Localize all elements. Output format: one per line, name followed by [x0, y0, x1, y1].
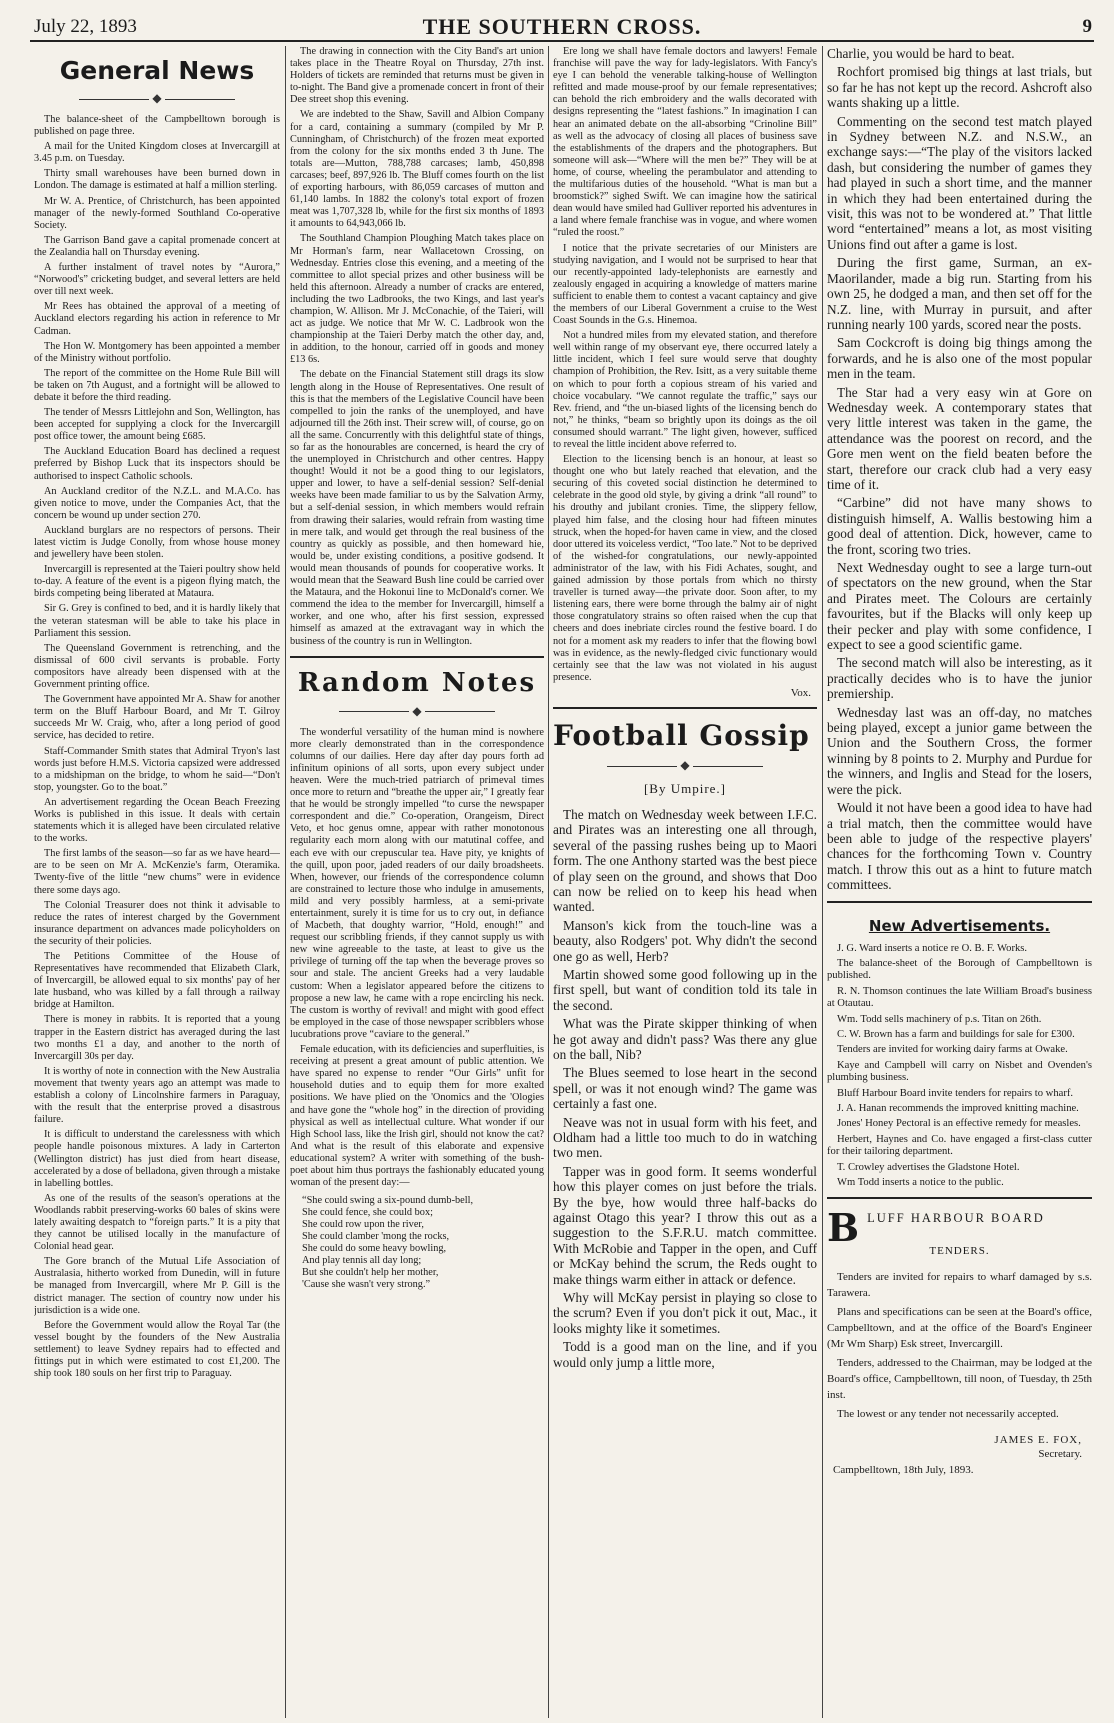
verse-line: “She could swing a six-pound dumb-bell,	[302, 1195, 474, 1207]
section-rule	[827, 901, 1092, 903]
news-paragraph: Thirty small warehouses have been burned down in London. The damage is estimated at half a million sterling.	[34, 168, 280, 192]
advertisement-item: Bluff Harbour Board invite tenders for repairs to wharf.	[837, 1087, 1074, 1099]
advertisement-item: Kaye and Campbell will carry on Nisbet and Ovenden's plumbing business.	[827, 1059, 1092, 1084]
football-paragraph: Todd is a good man on the line, and if you would only jump a little more,	[553, 1339, 817, 1370]
football-paragraph: Why will McKay persist in playing so close to the scrum? Even if you don't pick it out, Mac., it looks mighty like it sometimes.	[553, 1290, 817, 1336]
advertisement-item: Herbert, Haynes and Co. have engaged a first-class cutter for their tailoring department.	[827, 1133, 1092, 1158]
news-paragraph: The Queensland Government is retrenching, and the dismissal of 600 civil servants is probable. Forty compositors have already been dispensed with at the Government printing office.	[34, 642, 280, 691]
general-news-body	[34, 114, 280, 1380]
section-rule	[827, 1197, 1092, 1199]
news-paragraph: The Garrison Band gave a capital promenade concert at the Zealandia hall on Thursday evening.	[34, 234, 280, 258]
notes-paragraph: Not a hundred miles from my elevated station, and therefore well within range of my observant eye, there occurred lately a little incident, which I feel sure would serve that doughty champion of Prohibition, the Rev. Isitt, as a very suitable theme on which to pour forth a copious stream of his varied and choice vocabulary. “We cannot regulate the traffic,” says our Rev. friend, and “the un-biased lights of the licensing bench do not,” he thinks, “beam so brightly upon its doings as the oil consumed should warrant.” The light given, however, sufficed to reveal the little incident above referred to.	[553, 330, 817, 450]
news-paragraph: As one of the results of the season's operations at the Woodlands rabbit preserving-works 60 bales of skins were lately awaiting despatch to “foreign parts.” It is a pity that they cannot be utilised locally in the manufacture of Colonial head gear.	[34, 1192, 280, 1253]
news-paragraph: The Hon W. Montgomery has been appointed a member of the Ministry without portfolio.	[34, 340, 280, 364]
notice-paragraph: The lowest or any tender not necessarily accepted.	[837, 1408, 1059, 1421]
football-paragraph: Would it not have been a good idea to have had a trial match, then the committee would have been able to judge of the respective players' chances for the forthcoming Town v. Country match. I throw this out as a hint to future match committees.	[827, 800, 1092, 893]
column-four	[827, 46, 1092, 1718]
news-paragraph: An advertisement regarding the Ocean Beach Freezing Works is published in this issue. It deals with certain statements which it is alleged have been circulated relative to the works.	[34, 796, 280, 845]
advertisement-item: Jones' Honey Pectoral is an effective remedy for measles.	[837, 1118, 1081, 1130]
ornament-divider: ◆	[290, 704, 544, 719]
football-paragraph: Sam Cockcroft is doing big things among the forwards, and he is also one of the most popular men in the team.	[827, 335, 1092, 382]
news-paragraph: There is money in rabbits. It is reported that a young trapper in the Eastern district has averaged during the last two months £1 a day, and another to the north of Invercargill 30s per day.	[34, 1014, 280, 1062]
news-paragraph: An Auckland creditor of the N.Z.L. and M.A.Co. has given notice to move, under the Companies Act, that the concern be wound up under section 270.	[34, 485, 280, 521]
news-paragraph: We are indebted to the Shaw, Savill and Albion Company for a card, containing a summary (compiled by Mr P. Cunningham, of Christchurch) of the frozen meat exported from the colony for the six months ended 3 th June. The totals are—Mutton, 788,788 carcases; lamb, 450,898 carcases; beef, 897,926 lb. The Bluff comes fourth on the list of exporting harbours, with 86,059 carcases of mutton and 61,140 lambs. In 1882 the colony's total export of frozen meat was 1,707,328 lb, while for the first six months of 1893 it amounts to 64,943,066 lb.	[290, 109, 544, 230]
news-paragraph: The Gore branch of the Mutual Life Association of Australasia, hitherto worked from Dunedin, will in future be managed from Invercargill, where Mr P. Gill is the district manager. The section of country now under his jurisdiction is a wide one.	[34, 1256, 280, 1316]
advertisement-item: J. A. Hanan recommends the improved knitting machine.	[837, 1103, 1079, 1114]
news-paragraph: The Government have appointed Mr A. Shaw for another term on the Bluff Harbour Board, and Mr T. Gilroy succeeds Mr W. Craig, who, after a long period of good service, has decided to retire.	[34, 694, 280, 742]
tender-notice	[827, 1205, 1092, 1477]
advertisement-list	[827, 943, 1092, 1190]
football-paragraph: Manson's kick from the touch-line was a beauty, also Rodgers' pot. Why didn't the second one go as well, Herb?	[553, 917, 817, 964]
advertisement-item: Wm. Todd sells machinery of p.s. Titan on 26th.	[837, 1013, 1042, 1025]
column-general-news	[34, 46, 280, 1718]
column-rule	[822, 46, 823, 1718]
notes-paragraph: Ere long we shall have female doctors and lawyers! Female franchise will pave the way for lady-legislators. With Fancy's eye I can behold the venerable talking-house of Wellington refitted and made mouse-proof by our female representatives; can behold the rich embroidery and the walls decorated with designs representing the “latest fashions.” In imagination I can hear an animated debate on the all-absorbing “Crinoline Bill” as well as the advocacy of closing all places of business save the establishments of the drapers and the photographers. But someone will ask—“Where will the men be?” They will be at home, of course, wheeling the perambulator and attending to the multifarious duties of the household. “What is man but a broomstick?” sighed Swift. We can imagine how the satirical dean would have smiled had Gulliver reported his adventures in a land where female franchise was in vogue, and where women “ruled the roost.”	[553, 46, 817, 239]
column-rule	[285, 46, 286, 1718]
football-paragraph: Neave was not in usual form with his feet, and Oldham had a little too much to do in watching two men.	[553, 1114, 817, 1161]
notice-place-date: Campbelltown, 18th July, 1893.	[833, 1464, 974, 1477]
column-rule	[548, 46, 549, 1718]
section-heading-random-notes: Random Notes	[297, 667, 537, 698]
football-paragraph: The Blues seemed to lose heart in the second spell, or was it not enough wind? The game was certainly a fast one.	[553, 1065, 817, 1112]
page-number: 9	[1082, 16, 1092, 37]
advertisement-item: C. W. Brown has a farm and buildings for sale for £300.	[837, 1028, 1075, 1040]
news-paragraph: Staff-Commander Smith states that Admiral Tryon's last words just before H.M.S. Victoria capsized were addressed to a midshipman on the bridge, to whom he said—“Don't stop, youngster. Go to the boat.”	[34, 745, 280, 793]
football-paragraph: What was the Pirate skipper thinking of when he got away and didn't pass? Was there any glue on the ball, Nib?	[553, 1016, 817, 1062]
football-paragraph: Rochfort promised big things at last trials, but so far he has not kept up the record. Ashcroft also wants shaking up a little.	[827, 64, 1092, 111]
news-paragraph: Before the Government would allow the Royal Tar (the vessel bought by the founders of the New Australia settlement) to leave Sydney repairs had to effected and fittings put in which were estimated to cost £1,200. The ship took 180 souls on her first trip to Paraguay.	[34, 1319, 280, 1380]
news-paragraph: The Colonial Treasurer does not think it advisable to reduce the rates of interest charged by the Government insurance department on advances made policyholders on the security of their policies.	[34, 899, 280, 947]
byline: [By Umpire.]	[643, 780, 727, 796]
news-paragraph: The Auckland Education Board has declined a request preferred by Bishop Luck that its inspectors should be authorised to inspect Catholic schools.	[34, 446, 280, 482]
section-heading-new-advertisements: New Advertisements.	[868, 916, 1051, 935]
news-paragraph: The balance-sheet of the Campbelltown borough is published on page three.	[34, 114, 280, 138]
advertisement-item: R. N. Thomson continues the late William Broad's business at Otautau.	[827, 985, 1092, 1010]
news-paragraph: Mr W. A. Prentice, of Christchurch, has been appointed manager of the newly-formed Southland Co-operative Society.	[34, 195, 280, 231]
issue-date: July 22, 1893	[34, 16, 137, 37]
football-paragraph: The match on Wednesday week between I.F.C. and Pirates was an interesting one all through, several of the passing rushes being up to Maori form. The one Anthony started was the best piece of play seen on the ground, and shows that Doo can now be relied on to keep his head when wanted.	[553, 806, 817, 915]
notice-paragraph: Plans and specifications can be seen at the Board's office, Campbelltown, and at the office of the Board's Engineer (Mr Wm Sharp) Esk street, Invercargill.	[827, 1306, 1092, 1351]
masthead	[30, 14, 1094, 42]
football-paragraph: Charlie, you would be hard to beat.	[827, 46, 1015, 61]
football-paragraph: Tapper was in good form. It seems wonderful how this player comes on just before the trials. By the bye, how would three half-backs do against Otago this year? I throw this out as a suggestion to the S.F.R.U. match committee. With McRobie and Tapper in the open, and Cuff or McKay behind the scrum, the Reds ought to make things warm either in attack or defence.	[553, 1163, 817, 1287]
football-paragraph: During the first game, Surman, an ex-Maorilander, made a big run. Starting from his own 25, he dodged a man, and then set off for the N.Z. line, with Murray in pursuit, and after running nearly 100 yards, scored near the posts.	[827, 255, 1092, 332]
notice-signer-title: Secretary.	[1038, 1448, 1082, 1461]
notice-paragraph: Tenders are invited for repairs to wharf damaged by s.s. Tarawera.	[827, 1271, 1092, 1300]
football-paragraph: The second match will also be interesting, as it practically decides who is to have the junior premiership.	[827, 655, 1092, 702]
section-heading-football-gossip: Football Gossip	[553, 718, 810, 752]
news-paragraph: It is worthy of note in connection with the New Australia movement that twenty years ago an attempt was made to establish a colony of Lincolnshire farmers in Paraguay, with the result that the enterprise proved a disastrous failure.	[34, 1065, 280, 1126]
news-paragraph: Mr Rees has obtained the approval of a meeting of Auckland electors regarding his action in reference to Mr Cadman.	[34, 301, 280, 337]
news-paragraph: The Petitions Committee of the House of Representatives have recommended that Elizabeth Clark, of Invercargill, be allowed equal to six months' pay of her late husband, who was killed by a fall through a railway bridge at Hamilton.	[34, 951, 280, 1011]
notes-paragraph: The wonderful versatility of the human mind is nowhere more clearly demonstrated than in the correspondence columns of our dailies. Here day after day pours forth ad infinitum opinions of all sorts, upon every subject under heaven. Were the much-tried patriarch of primeval times once more to return and “breathe the upper air,” I greatly fear that he would be strongly impelled “to curse the newspaper correspondent and die.” Co-operation, Orangeism, Direct Veto, et hoc genus omne, appear with rather monotonous regularity each morn along with our matutinal coffee, and each eve with our crepuscular tea. Have pity, ye knights of the quill, upon poor, jaded readers of our daily broadsheets. When, however, our friends of the correspondence column are constrained to lecture those who indulge in amusements, mild and very possibly harmless, at a semi-private entertainment, surely it is time for us to cry out, in defiance of Macbeth, that doughty warrior, “Hold, enough!” and request our scribbling friends, if they cannot supply us with new wine agreeable to the taste, at least to give us the privilege of turning off the tap when the beverage proves so sour and stale. The ancient Greeks had a very laudable custom: When a legislator appeared before the citizens to propose a new law, he came with a rope encircling his neck. The custom is worthy of revival! and might with good effect be employed in the case of those newspaper scribblers whose lucubrations prove “caviare to the general.”	[290, 726, 544, 1040]
verse-line: She could row upon the river,	[302, 1219, 424, 1231]
news-paragraph: The report of the committee on the Home Rule Bill will be taken on 7th August, and a fortnight will be allowed to debate it before the third reading.	[34, 367, 280, 403]
news-paragraph: Invercargill is represented at the Taieri poultry show held to-day. A feature of the event is a pigeon flying match, the birds competing being liberated at Mataura.	[34, 564, 280, 600]
news-paragraph: A mail for the United Kingdom closes at Invercargill at 3.45 p.m. on Tuesday.	[34, 141, 280, 165]
notes-paragraph: I notice that the private secretaries of our Ministers are studying navigation, and I would not be surprised to hear that our recently-appointed lady-telephonists are earnestly and zealously engaged in acquiring a knowledge of matters marine sufficient to enable them to contest a vacant captaincy and give the members of our Liberal Government a cruise to the West Coast Sounds in the G.s. Hinemoa.	[553, 242, 817, 327]
section-rule	[553, 707, 817, 709]
football-paragraph: The Star had a very easy win at Gore on Wednesday week. A contemporary states that very little interest was taken in the game, the attendance was the poorest on record, and the Gore men went on the field beaten before the start, therefore our crack club had a very easy time of it.	[827, 384, 1092, 492]
news-paragraph: The tender of Messrs Littlejohn and Son, Wellington, has been accepted for supplying a clock for the Invercargill post office tower, the amount being £685.	[34, 407, 280, 443]
notice-subtitle: TENDERS.	[929, 1245, 990, 1258]
advertisement-item: T. Crowley advertises the Gladstone Hotel.	[837, 1161, 1020, 1173]
section-rule	[290, 656, 544, 658]
news-paragraph: Auckland burglars are no respectors of persons. Their latest victim is Judge Conolly, from whose house money and jewellery have been stolen.	[34, 524, 280, 561]
verse-line: 'Cause she wasn't very strong.”	[302, 1279, 431, 1291]
column-two	[290, 46, 544, 1718]
news-paragraph: A further instalment of travel notes by “Aurora,” “Norwood's” cricketing budget, and several letters are held over till next week.	[34, 262, 280, 298]
notes-signature: Vox.	[790, 686, 811, 699]
notes-paragraph: Female education, with its deficiencies and superfluities, is receiving at present a great amount of public attention. We have spared no expense to render “Our Girls” unfit for household duties and to equip them for more exalted positions. We have plied on the 'Onomics and the 'Ologies and have gone the “whole hog” in the direction of providing physical as well as intellectual culture. What wonder if our High School lass, like the Irish girl, should not know the cat? And what is the result of this elaborate and expensive educational system? A writer with something of the bush-poet about him thus portrays the fashionably educated young woman of the present day:—	[290, 1044, 544, 1189]
notice-title	[827, 1205, 1092, 1251]
verse-line: And play tennis all day long;	[302, 1255, 422, 1267]
ornament-divider: ◆	[34, 91, 280, 106]
news-paragraph: It is difficult to understand the carelessness with which people handle poisonous mixtures. A lady in Carterton (Wellington district) has just died from heart disease, accelerated by a dose of belladona, given through a mistake in labelling bottles.	[34, 1129, 280, 1189]
verse-line: She could do some heavy bowling,	[302, 1243, 447, 1255]
ornament-divider: ◆	[553, 758, 817, 773]
football-paragraph: Commenting on the second test match played in Sydney between N.Z. and N.S.W., an exchange says:—“The play of the visitors lacked dash, but considering the number of games they had played in such a short time, and the manner in which they had been entertained during the visit, this was not to be wondered at.” That little word “entertained” means a lot, as most visiting Unions find out after a game is lost.	[827, 113, 1092, 252]
news-paragraph: Sir G. Grey is confined to bed, and it is hardly likely that the veteran statesman will be able to take his place in Parliament this session.	[34, 603, 280, 639]
advertisement-item: The balance-sheet of the Borough of Campbelltown is published.	[827, 957, 1092, 982]
football-paragraph: Wednesday last was an off-day, no matches being played, except a junior game between the Union and the Southern Cross, the former winning by 8 points to 2. Murphy and Purdue for the winners, and Inglis and Stead for the losers, were the pick.	[827, 704, 1092, 797]
football-paragraph: Martin showed some good following up in the first spell, but want of condition told its tale in the second.	[553, 966, 817, 1013]
news-paragraph: The drawing in connection with the City Band's art union takes place in the Theatre Royal on Thursday, 27th inst. Holders of tickets are reminded that returns must be given in to-night. The Band give a promenade concert in front of their Dee street shop this evening.	[290, 46, 544, 106]
football-paragraph: Next Wednesday ought to see a large turn-out of spectators on the new ground, when the Star and Pirates meet. The Colours are certainly favourites, but if the Blacks will only keep up their pecker and play with some confidence, I expect to see a good scientific game.	[827, 560, 1092, 653]
advertisement-item: Tenders are invited for working dairy farms at Owake.	[837, 1044, 1068, 1056]
news-paragraph: The Southland Champion Ploughing Match takes place on Mr Horman's farm, near Wallacetown Crossing, on Wednesday. Entries close this evening, and a meeting of the committee to allot special prizes and other business will be held this afternoon. Already a number of cracks are entered, including the two Ladbrooks, the two Kings, and last year's champion, W. Allison. Mr J. McConachie, of the Taieri, will act as judge. We notice that Mr W. C. Ladbrook won the championship at the Taieri Derby match the other day, and, in addition, to the honour, carried off in goods and money £13 6s.	[290, 233, 544, 366]
drop-cap: B	[827, 1205, 862, 1251]
verse-line: But she couldn't help her mother,	[302, 1267, 439, 1279]
advertisement-item: J. G. Ward inserts a notice re O. B. F. Works.	[837, 942, 1028, 954]
news-paragraph: The first lambs of the season—so far as we have heard—are to be seen on Mr A. McKenzie's farm, Oteramika. Twenty-five of the little “new chums” were in evidence there some days ago.	[34, 848, 280, 896]
verse-line: She could clamber 'mong the rocks,	[302, 1231, 450, 1243]
verse-line: She could fence, she could box;	[302, 1207, 433, 1219]
notice-title-text: LUFF HARBOUR BOARD	[867, 1211, 1045, 1226]
advertisement-item: Wm Todd inserts a notice to the public.	[837, 1177, 1004, 1189]
notice-signer: JAMES E. FOX,	[994, 1434, 1082, 1447]
football-paragraph: “Carbine” did not have many shows to distinguish himself, A. Wallis bestowing him a good deal of attention. Dick, however, came to the front, scoring two tries.	[827, 495, 1092, 557]
column-three	[553, 46, 817, 1718]
paper-title: THE SOUTHERN CROSS.	[422, 14, 702, 39]
notes-paragraph: Election to the licensing bench is an honour, at least so thought one who but lately reached that elevation, and the securing of this coveted social distinction he determined to celebrate in the good old style, by giving a drink “all round” to his drouthy and jubilant cronies. Time, the slippery fellow, played him false, and the closing hour had fifteen minutes struck, when the hoped-for haven came in view, and the closed door uttered its voiceless verdict, “Too late.” Not to be deprived of the wished-for congratulations, our newly-appointed administrator of the law, with his Fidi Achates, sought, and gained admission by those portals from which no thirsty traveller is turned away—the private door. Soon after, to my listening ears, there were borne through the balmy air of night those congratulatory strains so often raised when the cup that cheers and does inebriate circles round the festive board. I do not for a moment ask my readers to infer that the flowing bowl was in evidence, as the newly-fledged civic functionary would certainly see that the law was not violated in his august presence.	[553, 454, 817, 683]
news-paragraph: The debate on the Financial Statement still drags its slow length along in the House of Representatives. One result of this is that the members of the Legislative Council have been compelled to join the ranks of the unemployed, and have adjourned till the 26th inst. Their screw will, of course, go on all the same. Concurrently with this delightful state of things, so far as the honourables are concerned, is heard the cry of the unemployed in Christchurch and other centres. Happy thought! Would it not be a good thing to our legislators, upper and lower, to have a self-denial session? Self-denial weeks have been made familiar to us by the Salvation Army, but a self-denial session, in which members would refrain from drawing their salaries, would refrain from wasting time in mere talk, and would get through the real business of the country as quickly as possible, and then homeward hie, would be, under existing conditions, a positive godsend. It would mean thousands of pounds for cooperative works. It would mean that the Seaward Bush line could be carried over the Mataura, and the Hokonui line to McDonald's corner. We commend the idea to the member for Invercargill, himself a worker, and one who, after his first session, expressed himself as amazed at the extravagant way in which the business of the country is run in Wellington.	[290, 369, 544, 647]
section-heading-general-news: General News	[59, 56, 255, 85]
verse	[302, 1195, 544, 1291]
notice-paragraph: Tenders, addressed to the Chairman, may be lodged at the Board's office, Campbelltown, till noon, of Tuesday, th 25th inst.	[827, 1357, 1092, 1402]
